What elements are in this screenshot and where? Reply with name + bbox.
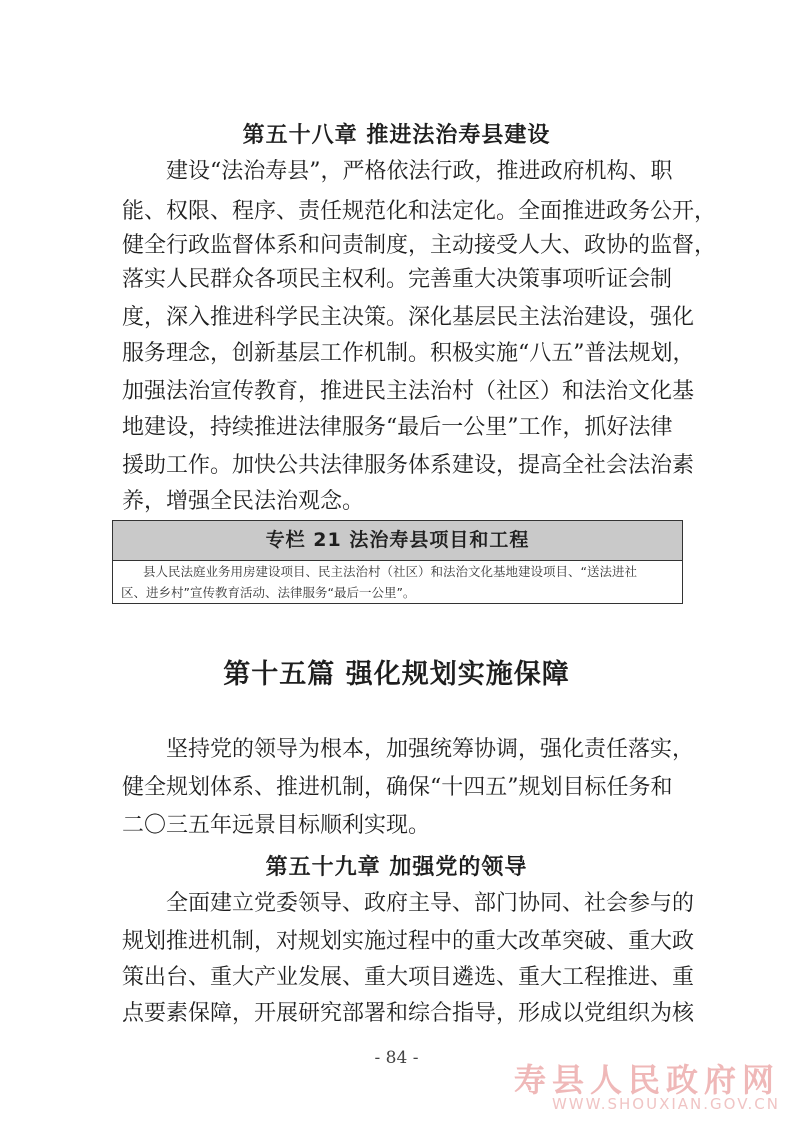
special-column-line: 区、进乡村”宣传教育活动、法律服务“最后一公里”。 — [121, 585, 416, 600]
chapter-58-paragraph-line: 健全行政监督体系和问责制度，主动接受人大、政协的监督， — [122, 233, 717, 258]
special-column-box — [112, 520, 683, 604]
chapter-58-paragraph-line: 养，增强全民法治观念。 — [122, 489, 365, 514]
chapter-59-title: 第五十九章 加强党的领导 — [265, 855, 528, 880]
special-column-body — [113, 561, 682, 603]
chapter-58-paragraph-line: 能、权限、程序、责任规范化和法定化。全面推进政务公开， — [122, 199, 717, 224]
chapter-58-paragraph-line: 加强法治宣传教育，推进民主法治村（社区）和法治文化基 — [122, 379, 695, 404]
chapter-58-paragraph-line: 建设“法治寿县”，严格依法行政，推进政府机构、职 — [166, 159, 673, 184]
chapter-58-title: 第五十八章 推进法治寿县建设 — [242, 123, 551, 148]
chapter-59-paragraph-line: 规划推进机制，对规划实施过程中的重大改革突破、重大政 — [122, 929, 695, 954]
part-15-title: 第十五篇 强化规划实施保障 — [223, 659, 570, 690]
special-column-title: 专栏 21 法治寿县项目和工程 — [113, 521, 682, 561]
chapter-58-paragraph-line: 落实人民群众各项民主权利。完善重大决策事项听证会制 — [122, 267, 673, 292]
chapter-58-paragraph-line: 服务理念，创新基层工作机制。积极实施“八五”普法规划， — [122, 341, 695, 366]
chapter-59-paragraph-line: 全面建立党委领导、政府主导、部门协同、社会参与的 — [166, 891, 695, 916]
chapter-58-paragraph-line: 援助工作。加快公共法律服务体系建设，提高全社会法治素 — [122, 453, 695, 478]
part-15-paragraph-line: 健全规划体系、推进机制，确保“十四五”规划目标任务和 — [122, 775, 673, 800]
watermark-text: 寿县人民政府网 — [513, 1061, 780, 1099]
chapter-59-paragraph-line: 点要素保障，开展研究部署和综合指导，形成以党组织为核 — [122, 1001, 695, 1026]
site-watermark — [513, 1055, 788, 1115]
watermark-url: WWW.SHOUXIAN.GOV.CN — [551, 1095, 780, 1113]
chapter-58-paragraph-line: 度，深入推进科学民主决策。深化基层民主法治建设，强化 — [122, 305, 695, 330]
part-15-paragraph-line: 坚持党的领导为根本，加强统筹协调，强化责任落实， — [166, 737, 695, 762]
chapter-58-paragraph-line: 地建设，持续推进法律服务“最后一公里”工作，抓好法律 — [122, 415, 673, 440]
page-number: - 84 - — [374, 1048, 419, 1068]
part-15-paragraph-line: 二〇三五年远景目标顺利实现。 — [122, 813, 431, 838]
chapter-59-paragraph-line: 策出台、重大产业发展、重大项目遴选、重大工程推进、重 — [122, 965, 695, 990]
special-column-line: 县人民法庭业务用房建设项目、民主法治村（社区）和法治文化基地建设项目、“送法进社 — [143, 564, 637, 579]
